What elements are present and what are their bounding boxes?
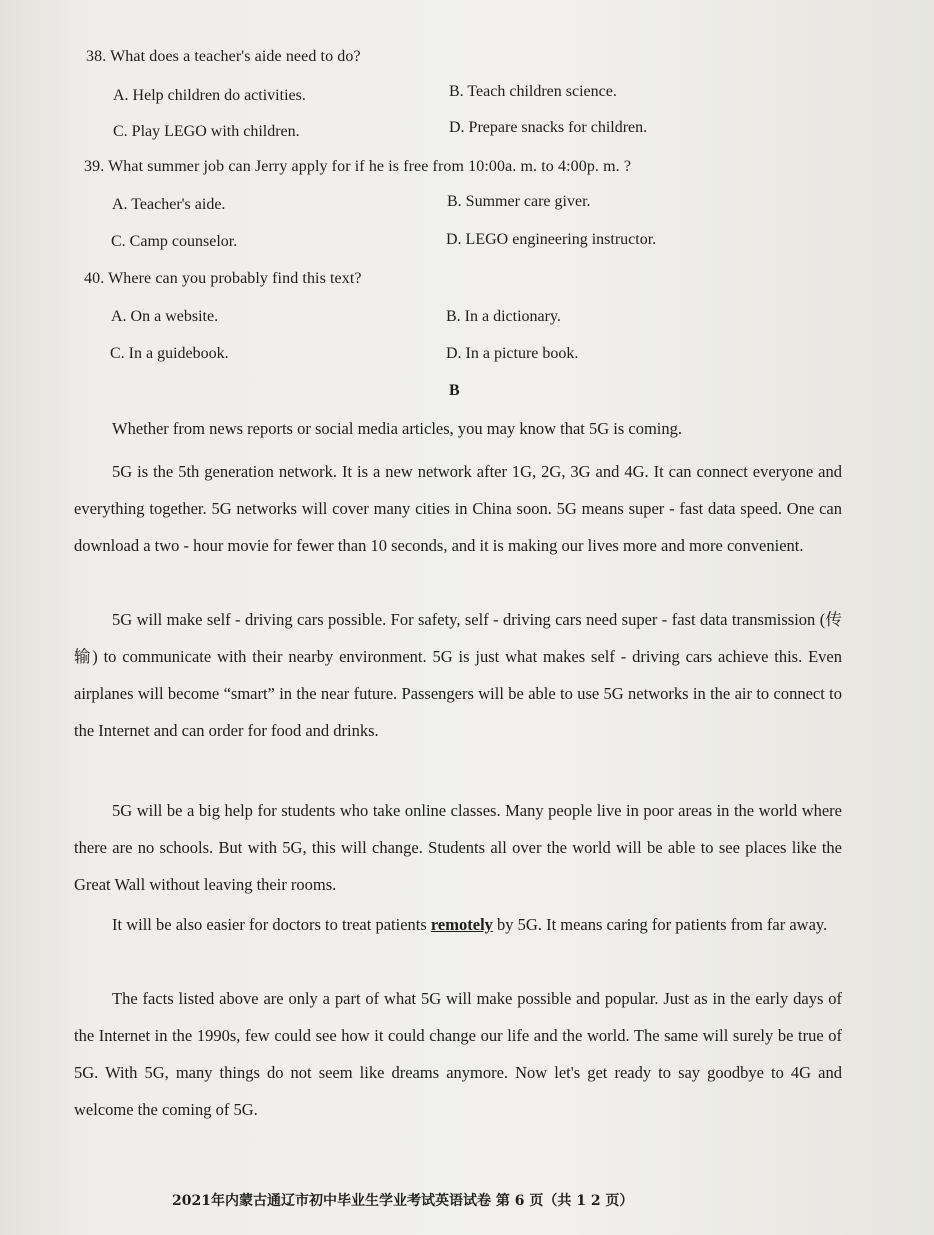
passage-paragraph-6 xyxy=(74,980,842,1128)
question-40: 40. Where can you probably find this text? xyxy=(84,270,362,287)
question-39: 39. What summer job can Jerry apply for if he is free from 10:00a. m. to 4:00p. m. ? xyxy=(84,158,632,175)
q38-option-c: C. Play LEGO with children. xyxy=(113,123,300,140)
passage-paragraph-4 xyxy=(74,792,842,903)
question-38: 38. What does a teacher's aide need to do? xyxy=(86,48,361,65)
paragraph-6-text: The facts listed above are only a part of what 5G will make possible and popular. Just as in the early days of the Internet in the 1990s, few could see how it could change our life and the world. The same will surely be true of 5G. With 5G, many things do not seem like dreams anymore. Now let's get ready to say goodbye to 4G and welcome the coming of 5G. xyxy=(74,989,842,1119)
keyword-remotely: remotely xyxy=(430,915,493,934)
paragraph-1-text: Whether from news reports or social media articles, you may know that 5G is coming. xyxy=(112,419,683,438)
paragraph-2-text: 5G is the 5th generation network. It is a new network after 1G, 2G, 3G and 4G. It can connect everyone and everything together. 5G networks will cover many cities in China soon. 5G means super - fast data speed. One can download a two - hour movie for fewer than 10 seconds, and it is making our lives more and more convenient. xyxy=(74,462,842,555)
q39-option-d: D. LEGO engineering instructor. xyxy=(446,231,657,248)
passage-paragraph-2 xyxy=(74,453,842,564)
passage-paragraph-1 xyxy=(74,410,842,447)
q40-option-a: A. On a website. xyxy=(111,308,219,325)
page-footer: 2021年内蒙古通辽市初中毕业生学业考试英语试卷 第 6 页（共 1 2 页） xyxy=(172,1193,634,1209)
q40-option-c: C. In a guidebook. xyxy=(110,345,229,362)
paragraph-3-text: 5G will make self - driving cars possible. For safety, self - driving cars need super - fast data transmission (传输) to communicate with their nearby environment. 5G is just what makes self - driving cars achieve this. Even airplanes will become “smart” in the near future. Passengers will be able to use 5G networks in the air to connect to the Internet and can order for food and drinks. xyxy=(74,610,842,740)
q39-option-a: A. Teacher's aide. xyxy=(112,196,226,213)
q38-option-a: A. Help children do activities. xyxy=(113,87,306,104)
paragraph-4-text: 5G will be a big help for students who take online classes. Many people live in poor areas in the world where there are no schools. But with 5G, this will change. Students all over the world will be able to see places like the Great Wall without leaving their rooms. xyxy=(74,801,842,894)
paragraph-5-text-b: by 5G. It means caring for patients from far away. xyxy=(492,915,828,934)
passage-paragraph-5 xyxy=(74,906,842,943)
q39-option-c: C. Camp counselor. xyxy=(111,233,238,250)
section-b-heading: B xyxy=(449,382,460,399)
q40-option-d: D. In a picture book. xyxy=(446,345,579,362)
q39-option-b: B. Summer care giver. xyxy=(447,193,591,210)
q40-option-b: B. In a dictionary. xyxy=(446,308,561,325)
paragraph-5-text-a: It will be also easier for doctors to treat patients xyxy=(112,915,431,934)
q38-option-b: B. Teach children science. xyxy=(449,83,617,100)
q38-option-d: D. Prepare snacks for children. xyxy=(449,119,648,136)
passage-paragraph-3 xyxy=(74,601,842,749)
